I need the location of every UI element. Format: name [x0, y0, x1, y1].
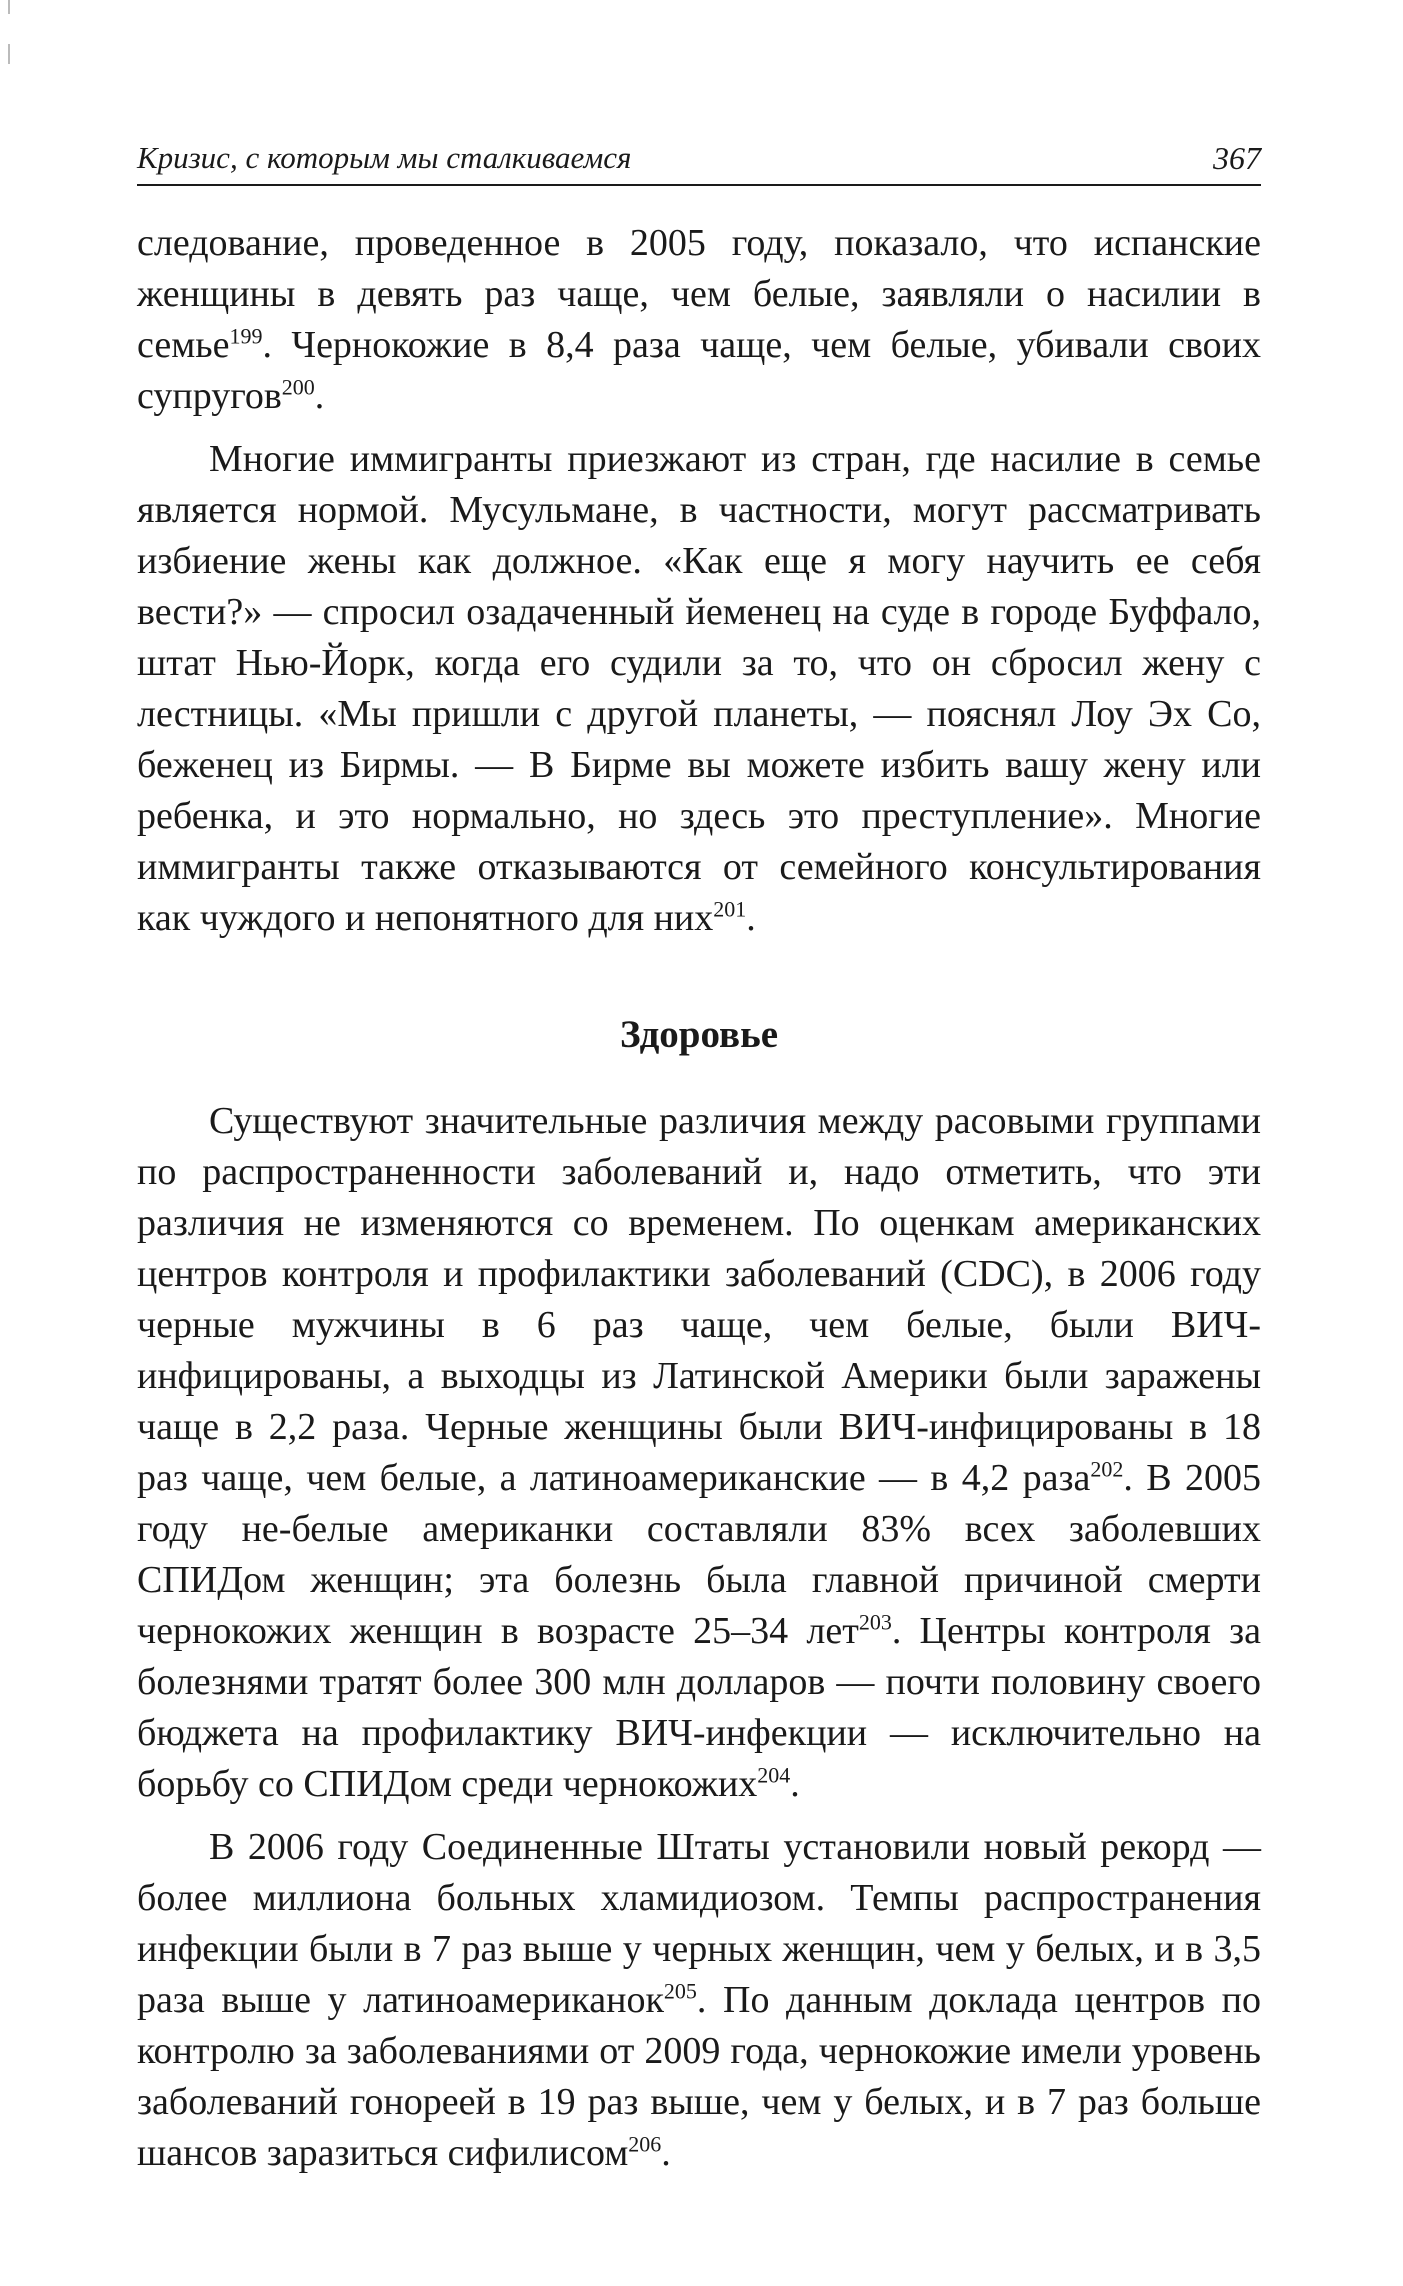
footnote-ref: 202: [1090, 1456, 1124, 1482]
footnote-ref: 200: [281, 374, 315, 400]
text-run: Существуют значительные различия между расовыми группами по распространенности заболеваний и, надо отметить, что эти различия не изменяются со временем. По оценкам американских центров контроля и профилактики заболеваний (CDC), в 2006 году черные мужчины в 6 раз чаще, чем белые, были ВИЧ-инфицированы, а выходцы из Латинской Америки были заражены чаще в 2,2 раза. Черные женщины были ВИЧ-инфицированы в 18 раз чаще, чем белые, а латиноамериканские — в 4,2 раза: [137, 1100, 1261, 1499]
text-run: .: [661, 2132, 671, 2174]
footnote-ref: 203: [858, 1609, 892, 1635]
paragraph: [137, 1822, 1261, 2179]
scan-margin-mark: [8, 0, 10, 14]
running-head: Кризис, с которым мы сталкиваемся: [137, 140, 632, 175]
text-run: .: [314, 375, 325, 417]
paragraph: [137, 218, 1261, 422]
text-run: . Центры контроля за болезнями тратят более 300 млн долларов — почти половину своего бюджета на профилактику ВИЧ-инфекции — исключительно на борьбу со СПИДом среди чернокожих: [137, 1610, 1261, 1805]
footnote-ref: 206: [628, 2131, 662, 2157]
text-run: Многие иммигранты приезжают из стран, где насилие в семье является нормой. Мусульмане, в частности, могут рассматривать избиение жены как должное. «Как еще я могу научить ее себя вести?» — спросил озадаченный йеменец на суде в городе Буффало, штат Нью-Йорк, когда его судили за то, что он сбросил жену с лестницы. «Мы пришли с другой планеты, — пояснял Лоу Эх Со, беженец из Бирмы. — В Бирме вы можете избить вашу жену или ребенка, и это нормально, но здесь это преступление». Многие иммигранты также отказываются от семейного консультирования как чуждого и непонятного для них: [137, 438, 1261, 939]
text-run: .: [790, 1763, 800, 1805]
text-run: . В 2005 году не-белые американки составляли 83% всех заболевших СПИДом женщин; эта болезнь была главной причиной смерти чернокожих женщин в возрасте 25–34 лет: [137, 1457, 1261, 1652]
text-run: следование, проведенное в 2005 году, показало, что испанские женщины в девять раз чаще, чем белые, заявляли о насилии в семье: [137, 222, 1261, 366]
text-run: . Чернокожие в 8,4 раза чаще, чем белые, убивали своих супругов: [137, 324, 1261, 417]
text-run: .: [746, 897, 756, 939]
footnote-ref: 201: [713, 896, 747, 922]
page-body: [137, 218, 1261, 2179]
paragraph: [137, 1096, 1261, 1810]
section-heading: Здоровье: [619, 1013, 779, 1056]
page-header: [137, 128, 1261, 186]
footnote-ref: 199: [229, 323, 263, 349]
footnote-ref: 205: [663, 1978, 697, 2004]
text-run: . По данным доклада центров по контролю за заболеваниями от 2009 года, чернокожие имели уровень заболеваний гонореей в 19 раз выше, чем у белых, и в 7 раз больше шансов заразиться сифилисом: [137, 1979, 1261, 2174]
scan-margin-mark: [8, 44, 10, 64]
footnote-ref: 204: [757, 1762, 791, 1788]
text-run: В 2006 году Соединенные Штаты установили новый рекорд — более миллиона больных хламидиозом. Темпы распространения инфекции были в 7 раз выше у черных женщин, чем у белых, и в 3,5 раза выше у латиноамериканок: [137, 1826, 1261, 2021]
paragraph: [137, 434, 1261, 944]
page-number: 367: [1213, 140, 1261, 176]
